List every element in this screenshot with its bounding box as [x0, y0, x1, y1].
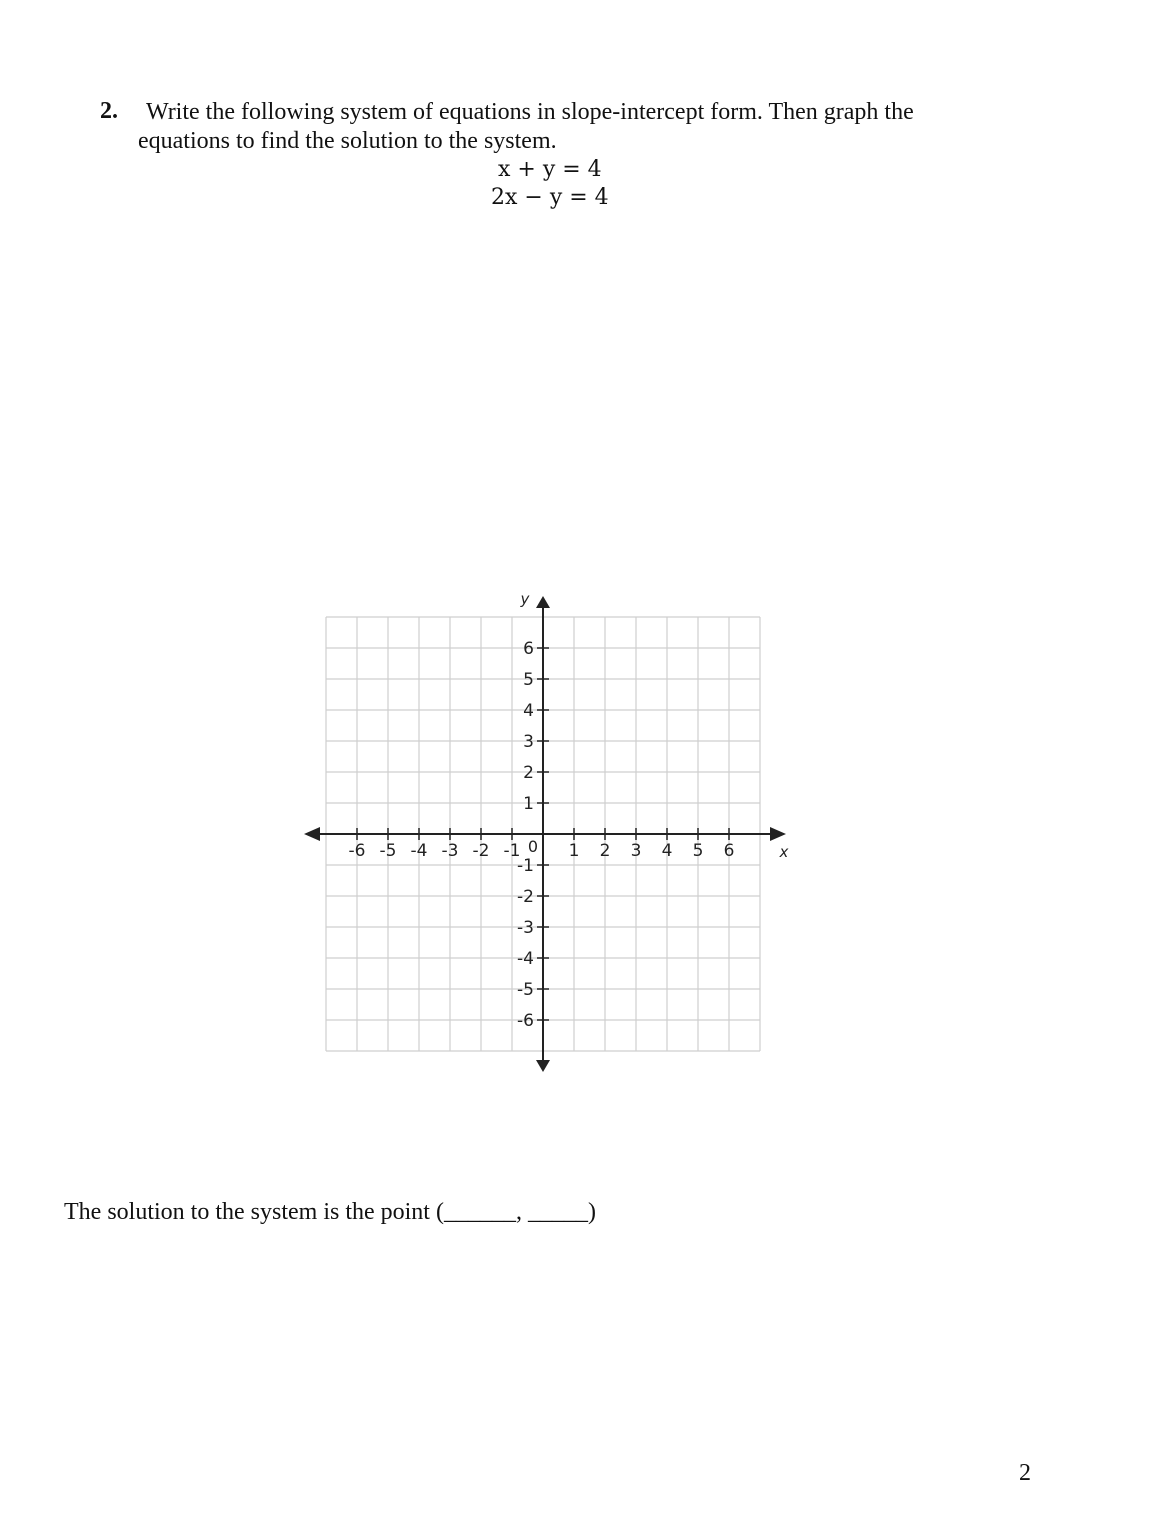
y-tick-label: 2	[523, 763, 534, 783]
coordinate-grid[interactable]	[300, 582, 800, 1082]
y-tick-label: -5	[517, 980, 534, 1000]
problem-number: 2.	[100, 98, 118, 124]
problem-text-line-1: Write the following system of equations in slope-intercept form. Then graph the	[146, 99, 914, 125]
y-axis-top-arrow	[536, 596, 550, 608]
x-axis-left-arrow	[304, 827, 320, 841]
y-tick-label: -6	[517, 1011, 534, 1031]
x-tick-label: -3	[441, 841, 459, 861]
equation-1: x + y = 4	[498, 157, 602, 182]
x-tick-label: 4	[661, 841, 673, 861]
y-tick-label: -1	[517, 856, 534, 876]
x-tick-label: 3	[630, 841, 642, 861]
origin-label: 0	[527, 837, 539, 856]
y-tick-label: 1	[523, 794, 534, 814]
axes	[304, 596, 786, 1072]
y-tick-label: 4	[523, 701, 534, 721]
x-tick-label: -1	[503, 841, 521, 861]
page-number: 2	[1019, 1460, 1031, 1486]
y-axis-bottom-arrow	[536, 1060, 550, 1072]
x-tick-label: 1	[568, 841, 580, 861]
x-tick-label: -4	[410, 841, 428, 861]
solution-prompt: The solution to the system is the point (______, _____)	[64, 1199, 596, 1225]
y-tick-label: 3	[523, 732, 534, 752]
y-tick-label: 6	[523, 639, 534, 659]
y-axis-label: y	[520, 590, 530, 608]
y-tick-label: 5	[523, 670, 534, 690]
y-tick-label: -4	[517, 949, 534, 969]
equation-2: 2x − y = 4	[491, 185, 609, 210]
y-tick-label: -2	[517, 887, 534, 907]
x-axis-right-arrow	[770, 827, 786, 841]
x-tick-label: 6	[723, 841, 735, 861]
x-tick-label: 5	[692, 841, 704, 861]
x-tick-label: 2	[599, 841, 611, 861]
y-tick-label: -3	[517, 918, 534, 938]
tick-labels	[349, 590, 789, 1031]
x-tick-label: -2	[472, 841, 490, 861]
x-axis-label: x	[779, 843, 789, 861]
x-tick-label: -5	[379, 841, 397, 861]
x-tick-label: -6	[348, 841, 366, 861]
problem-text-line-2: equations to find the solution to the system.	[138, 128, 557, 154]
